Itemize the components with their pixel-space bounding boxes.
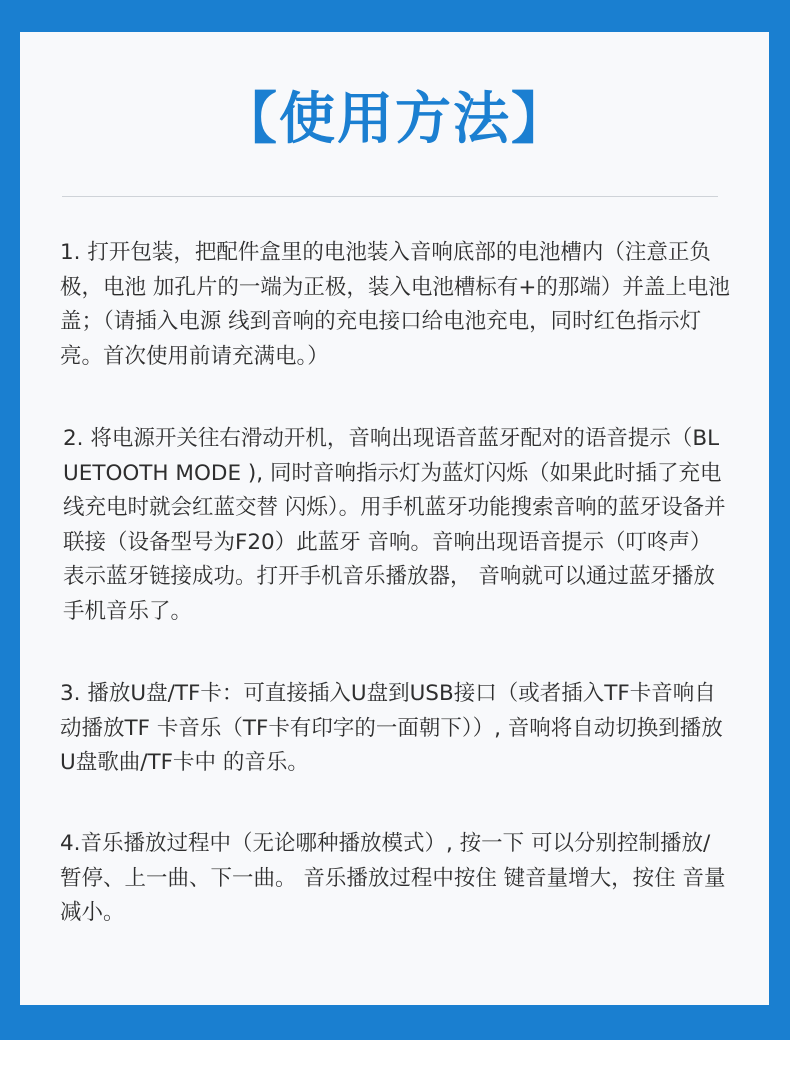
title-divider: [62, 196, 718, 197]
step-4-text: 4.音乐播放过程中（无论哪种播放模式）, 按一下 可以分别控制播放/暂停、上一曲、下一曲。 音乐播放过程中按住 键音量增大，按住 音量减小。: [60, 831, 726, 925]
page-title: 【使用方法】: [221, 87, 569, 152]
step-1-text: 1. 打开包装，把配件盒里的电池装入音响底部的电池槽内（注意正负极，电池 加孔片的一端为正极，装入电池槽标有+的那端）并盖上电池盖；（请插入电源 线到音响的充电接口给电池充电，同时红色指示灯亮。首次使用前请充满电。）: [60, 240, 730, 369]
step-2-text: 2. 将电源开关往右滑动开机，音响出现语音蓝牙配对的语音提示（BLUETOOTH MODE ), 同时音响指示灯为蓝灯闪烁（如果此时插了充电线充电时就会红蓝交替 闪烁）。用手机蓝牙功能搜索音响的蓝牙设备并联接（设备型号为F20）此蓝牙 音响。音响出现语音提示（叮咚声）表示蓝牙链接成功。打开手机音乐播放器， 音响就可以通过蓝牙播放手机音乐了。: [63, 426, 726, 624]
step-3-text: 3. 播放U盘/TF卡：可直接插入U盘到USB接口（或者插入TF卡音响自动播放TF 卡音乐（TF卡有印字的一面朝下））, 音响将自动切换到播放U盘歌曲/TF卡中 的音乐。: [60, 681, 723, 775]
